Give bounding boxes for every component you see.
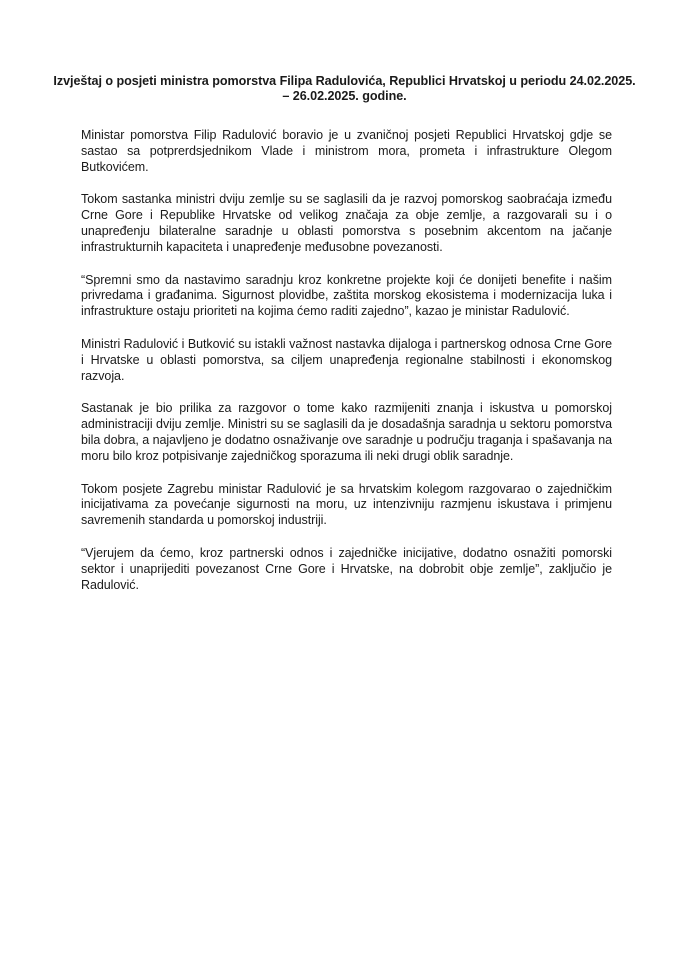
paragraph-7: “Vjerujem da ćemo, kroz partnerski odnos i zajedničke inicijative, dodatno osnažiti pomorski sektor i unaprijediti povezanost Crne Gore i Hrvatske, na dobrobit obje zemlje”, zaključio je Radulović. (81, 545, 612, 592)
document-title: Izvještaj o posjeti ministra pomorstva Filipa Radulovića, Republici Hrvatskoj u periodu 24.02.2025. – 26.02.2025. godine. (53, 74, 636, 103)
document-body (81, 128, 612, 610)
paragraph-1: Ministar pomorstva Filip Radulović boravio je u zvaničnoj posjeti Republici Hrvatskoj gdje se sastao sa potprerdsjednikom Vlade i ministrom mora, prometa i infrastrukture Olegom Butkovićem. (81, 128, 612, 174)
paragraph-4: Ministri Radulović i Butković su istakli važnost nastavka dijaloga i partnerskog odnosa Crne Gore i Hrvatske u oblasti pomorstva, sa ciljem unapređenja regionalne stabilnosti i ekonomskog razvoja. (81, 336, 612, 383)
paragraph-5: Sastanak je bio prilika za razgovor o tome kako razmijeniti znanja i iskustva u pomorskoj administraciji dviju zemlje. Ministri su se saglasili da je dosadašnja saradnja u sektoru pomorstva bila dobra, a najavljeno je dodatno osnaživanje ove saradnje u području traganja i spašavanja na moru bilo kroz potpisivanje zajedničkog sporazuma ili neki drugi oblik saradnje. (81, 401, 612, 463)
paragraph-2: Tokom sastanka ministri dviju zemlje su se saglasili da je razvoj pomorskog saobraćaja između Crne Gore i Republike Hrvatske od velikog značaja za obje zemlje, a razgovarali su i o unapređenju bilateralne saradnje u oblasti pomorstva s posebnim akcentom na jačanje infrastrukturnih kapaciteta i unapređenje međusobne povezanosti. (81, 192, 612, 254)
paragraph-6: Tokom posjete Zagrebu ministar Radulović je sa hrvatskim kolegom razgovarao o zajedničkim inicijativama za povećanje sigurnosti na moru, uz intenzivniju razmjenu iskustava i primjenu savremenih standarda u pomorskoj industriji. (81, 481, 612, 528)
paragraph-3: “Spremni smo da nastavimo saradnju kroz konkretne projekte koji će donijeti benefite i našim privredama i građanima. Sigurnost plovidbe, zaštita morskog ekosistema i modernizacija luka i infrastrukture ostaju prioriteti na kojima ćemo raditi zajedno”, kazao je ministar Radulović. (81, 272, 612, 319)
